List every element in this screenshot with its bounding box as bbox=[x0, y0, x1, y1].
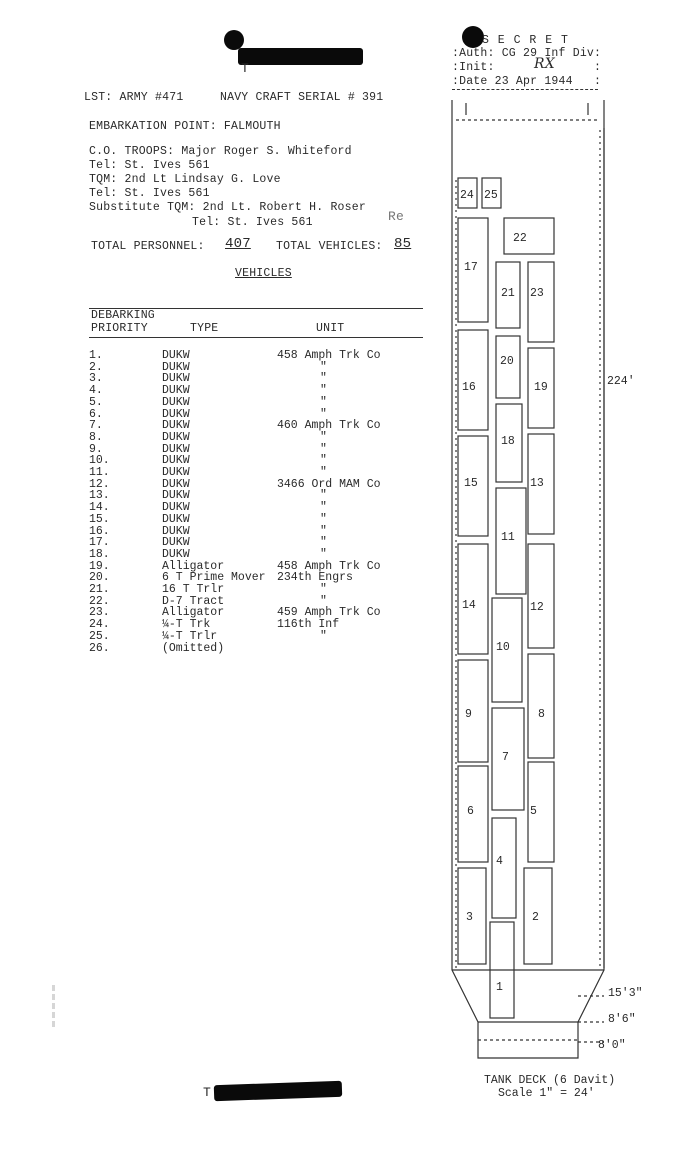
row-type: DUKW bbox=[162, 547, 190, 561]
row-unit: 458 Amph Trk Co bbox=[277, 559, 381, 573]
total-personnel-value: 407 bbox=[225, 236, 251, 252]
row-unit: " bbox=[320, 395, 327, 409]
total-vehicles-label: TOTAL VEHICLES: bbox=[276, 240, 383, 253]
diagram-caption-2: Scale 1" = 24' bbox=[498, 1087, 595, 1100]
row-type: DUKW bbox=[162, 501, 190, 515]
row-unit: " bbox=[320, 454, 327, 468]
dim-ramp-label: 15'3" bbox=[608, 987, 643, 1000]
tqm: TQM: 2nd Lt Lindsay G. Love bbox=[89, 173, 281, 186]
row-priority: 1. bbox=[89, 349, 103, 362]
row-unit: 460 Amph Trk Co bbox=[277, 419, 381, 433]
row-type: DUKW bbox=[162, 430, 190, 444]
slot-label-21: 21 bbox=[501, 287, 515, 300]
row-type: (Omitted) bbox=[162, 641, 225, 655]
row-type: DUKW bbox=[162, 372, 190, 386]
row-type: DUKW bbox=[162, 512, 190, 526]
row-priority: 20. bbox=[89, 571, 110, 585]
row-priority: 16. bbox=[89, 524, 110, 538]
row-unit: 458 Amph Trk Co bbox=[277, 349, 381, 362]
slot-label-6: 6 bbox=[467, 805, 474, 818]
slot-label-11: 11 bbox=[501, 531, 515, 544]
col-priority-1: DEBARKING bbox=[91, 309, 155, 322]
row-unit: " bbox=[320, 536, 327, 550]
row-type: 6 T Prime Mover bbox=[162, 571, 266, 585]
row-type: ¼-T Trk bbox=[162, 618, 211, 632]
row-type: DUKW bbox=[162, 536, 190, 550]
row-priority: 25. bbox=[89, 629, 110, 643]
row-type: DUKW bbox=[162, 407, 190, 421]
slot-label-18: 18 bbox=[501, 435, 515, 448]
slot-label-17: 17 bbox=[464, 261, 478, 274]
classification-top: T bbox=[241, 61, 250, 76]
substitute-tqm: Substitute TQM: 2nd Lt. Robert H. Roser bbox=[89, 201, 366, 214]
slot-label-1: 1 bbox=[496, 981, 503, 994]
slot-label-5: 5 bbox=[530, 805, 537, 818]
row-unit: 3466 Ord MAM Co bbox=[277, 477, 381, 491]
stamp-initials: RX bbox=[534, 56, 555, 72]
serial-line: NAVY CRAFT SERIAL # 391 bbox=[220, 91, 384, 104]
row-unit: " bbox=[320, 360, 327, 374]
slot-4 bbox=[492, 818, 516, 918]
row-priority: 12. bbox=[89, 477, 110, 491]
total-personnel-label: TOTAL PERSONNEL: bbox=[91, 240, 205, 253]
classification-bottom: T bbox=[203, 1085, 212, 1100]
stamp-date: :Date 23 Apr 1944 bbox=[452, 75, 573, 88]
stamp-init: :Init: bbox=[452, 61, 495, 74]
row-type: DUKW bbox=[162, 524, 190, 538]
row-type: D-7 Tract bbox=[162, 594, 225, 608]
row-priority: 18. bbox=[89, 547, 110, 561]
col-type: TYPE bbox=[190, 322, 219, 335]
stamp-colon-1: : bbox=[594, 61, 602, 74]
row-unit: " bbox=[320, 442, 327, 456]
row-priority: 17. bbox=[89, 536, 110, 550]
row-unit: " bbox=[320, 512, 327, 526]
slot-label-7: 7 bbox=[502, 751, 509, 764]
slot-label-13: 13 bbox=[530, 477, 544, 490]
dim-mid-label: 8'6" bbox=[608, 1013, 636, 1026]
row-unit: 234th Engrs bbox=[277, 571, 353, 585]
row-unit: " bbox=[320, 372, 327, 386]
slot-label-25: 25 bbox=[484, 189, 498, 202]
row-priority: 8. bbox=[89, 430, 103, 444]
row-priority: 24. bbox=[89, 618, 110, 632]
diagram-caption-1: TANK DECK (6 Davit) bbox=[484, 1074, 616, 1087]
row-priority: 4. bbox=[89, 384, 103, 398]
slot-8 bbox=[528, 654, 554, 758]
stamp-title: S E C R E T bbox=[482, 34, 569, 47]
slot-label-24: 24 bbox=[460, 189, 474, 202]
row-priority: 21. bbox=[89, 583, 110, 596]
row-unit: " bbox=[320, 384, 327, 398]
stamp-colon-2: : bbox=[594, 75, 602, 88]
row-priority: 10. bbox=[89, 454, 110, 468]
row-unit: " bbox=[320, 466, 327, 479]
row-unit: " bbox=[320, 524, 327, 538]
tqm-tel: Tel: St. Ives 561 bbox=[89, 187, 210, 200]
embarkation-point: EMBARKATION POINT: FALMOUTH bbox=[89, 120, 281, 133]
row-type: Alligator bbox=[162, 559, 225, 573]
slot-label-16: 16 bbox=[462, 381, 476, 394]
row-type: DUKW bbox=[162, 477, 190, 491]
dim-end-label: 8'0" bbox=[598, 1039, 626, 1052]
slot-label-20: 20 bbox=[500, 355, 514, 368]
row-type: DUKW bbox=[162, 360, 190, 374]
row-priority: 22. bbox=[89, 594, 110, 608]
row-priority: 7. bbox=[89, 419, 103, 433]
margin-note: Re bbox=[388, 209, 405, 224]
row-unit: " bbox=[320, 583, 327, 596]
slot-22 bbox=[504, 218, 554, 254]
col-priority-2: PRIORITY bbox=[91, 322, 148, 335]
slot-23 bbox=[528, 262, 554, 342]
row-type: ¼-T Trlr bbox=[162, 629, 218, 643]
row-unit: 459 Amph Trk Co bbox=[277, 606, 381, 620]
row-type: 16 T Trlr bbox=[162, 583, 225, 596]
row-priority: 26. bbox=[89, 641, 110, 655]
slot-16 bbox=[458, 330, 488, 430]
slot-label-8: 8 bbox=[538, 708, 545, 721]
co-troops: C.O. TROOPS: Major Roger S. Whiteford bbox=[89, 145, 352, 158]
row-priority: 19. bbox=[89, 559, 110, 573]
substitute-tel: Tel: St. Ives 561 bbox=[192, 216, 313, 229]
row-unit: " bbox=[320, 489, 327, 503]
row-type: DUKW bbox=[162, 419, 190, 433]
row-type: DUKW bbox=[162, 442, 190, 456]
row-priority: 3. bbox=[89, 372, 103, 386]
row-priority: 9. bbox=[89, 442, 103, 456]
row-unit: 116th Inf bbox=[277, 618, 340, 632]
dim-length-label: 224' bbox=[607, 375, 635, 388]
row-priority: 5. bbox=[89, 395, 103, 409]
slot-label-2: 2 bbox=[532, 911, 539, 924]
row-priority: 14. bbox=[89, 501, 110, 515]
slot-label-22: 22 bbox=[513, 232, 527, 245]
row-priority: 6. bbox=[89, 407, 103, 421]
row-unit: " bbox=[320, 501, 327, 515]
slot-label-10: 10 bbox=[496, 641, 510, 654]
row-type: DUKW bbox=[162, 384, 190, 398]
stamp-auth: :Auth: CG 29 Inf Div: bbox=[452, 47, 602, 60]
row-type: DUKW bbox=[162, 489, 190, 503]
vehicles-heading: VEHICLES bbox=[235, 267, 292, 280]
row-priority: 13. bbox=[89, 489, 110, 503]
row-unit: " bbox=[320, 629, 327, 643]
row-unit: " bbox=[320, 594, 327, 608]
col-unit: UNIT bbox=[316, 322, 345, 335]
row-unit: " bbox=[320, 547, 327, 561]
row-priority: 11. bbox=[89, 466, 110, 479]
row-unit: " bbox=[320, 430, 327, 444]
slot-9 bbox=[458, 660, 488, 762]
row-type: Alligator bbox=[162, 606, 225, 620]
row-type: DUKW bbox=[162, 454, 190, 468]
lst-line: LST: ARMY #471 bbox=[84, 91, 184, 104]
row-type: DUKW bbox=[162, 466, 190, 479]
slot-label-12: 12 bbox=[530, 601, 544, 614]
slot-label-3: 3 bbox=[466, 911, 473, 924]
slot-label-4: 4 bbox=[496, 855, 503, 868]
slot-label-14: 14 bbox=[462, 599, 476, 612]
row-priority: 15. bbox=[89, 512, 110, 526]
slot-12 bbox=[528, 544, 554, 648]
slot-label-23: 23 bbox=[530, 287, 544, 300]
slot-label-9: 9 bbox=[465, 708, 472, 721]
row-unit: " bbox=[320, 407, 327, 421]
row-type: DUKW bbox=[162, 349, 190, 362]
total-vehicles-value: 85 bbox=[394, 236, 412, 252]
slot-label-19: 19 bbox=[534, 381, 548, 394]
co-tel: Tel: St. Ives 561 bbox=[89, 159, 210, 172]
row-priority: 23. bbox=[89, 606, 110, 620]
row-type: DUKW bbox=[162, 395, 190, 409]
slot-label-15: 15 bbox=[464, 477, 478, 490]
row-priority: 2. bbox=[89, 360, 103, 374]
